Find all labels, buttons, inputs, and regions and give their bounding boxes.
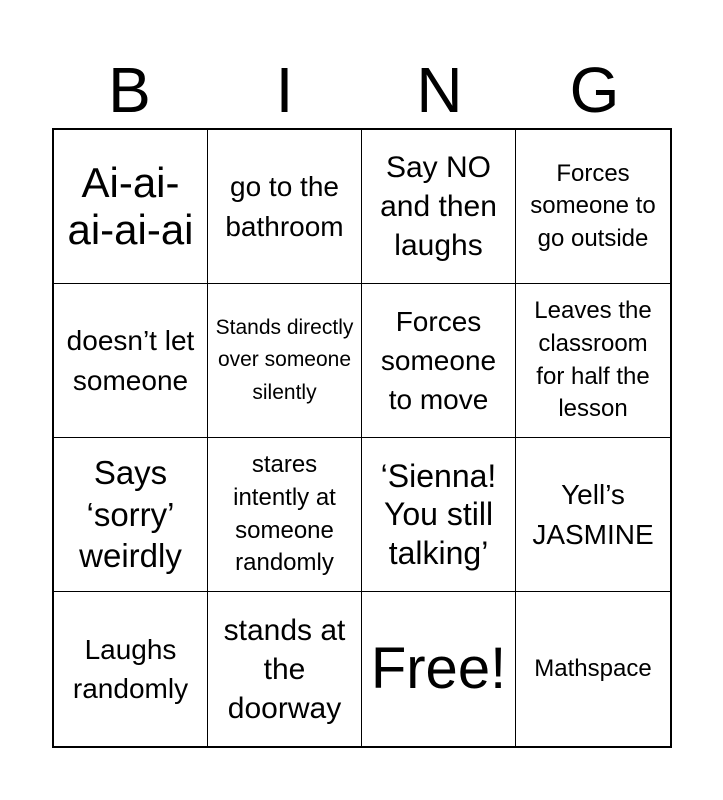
bingo-cell[interactable]: doesn’t let someone <box>54 284 208 438</box>
bingo-cell[interactable]: stands at the doorway <box>208 592 362 746</box>
bingo-cell[interactable]: stares intently at someone randomly <box>208 438 362 592</box>
bingo-cell[interactable]: ‘Sienna! You still talking’ <box>362 438 516 592</box>
header-letter-i: I <box>275 54 294 126</box>
bingo-cell[interactable]: Forces someone to go outside <box>516 130 670 284</box>
bingo-cell[interactable]: Leaves the classroom for half the lesson <box>516 284 670 438</box>
bingo-cell[interactable]: Yell’s JASMINE <box>516 438 670 592</box>
bingo-grid <box>52 128 672 748</box>
header-letter-n: N <box>416 54 463 126</box>
bingo-cell[interactable]: Says ‘sorry’ weirdly <box>54 438 208 592</box>
header-letter-b: B <box>108 54 151 126</box>
bingo-cell[interactable]: Stands directly over someone silently <box>208 284 362 438</box>
free-space-cell[interactable]: Free! <box>362 592 516 746</box>
bingo-cell[interactable]: Laughs randomly <box>54 592 208 746</box>
bingo-cell[interactable]: Forces someone to move <box>362 284 516 438</box>
header-letter-g: G <box>569 54 620 126</box>
bingo-header <box>52 52 672 128</box>
bingo-cell[interactable]: Say NO and then laughs <box>362 130 516 284</box>
bingo-cell[interactable]: Ai-ai-ai-ai-ai <box>54 130 208 284</box>
bingo-cell[interactable]: go to the bathroom <box>208 130 362 284</box>
bingo-cell[interactable]: Mathspace <box>534 654 652 682</box>
